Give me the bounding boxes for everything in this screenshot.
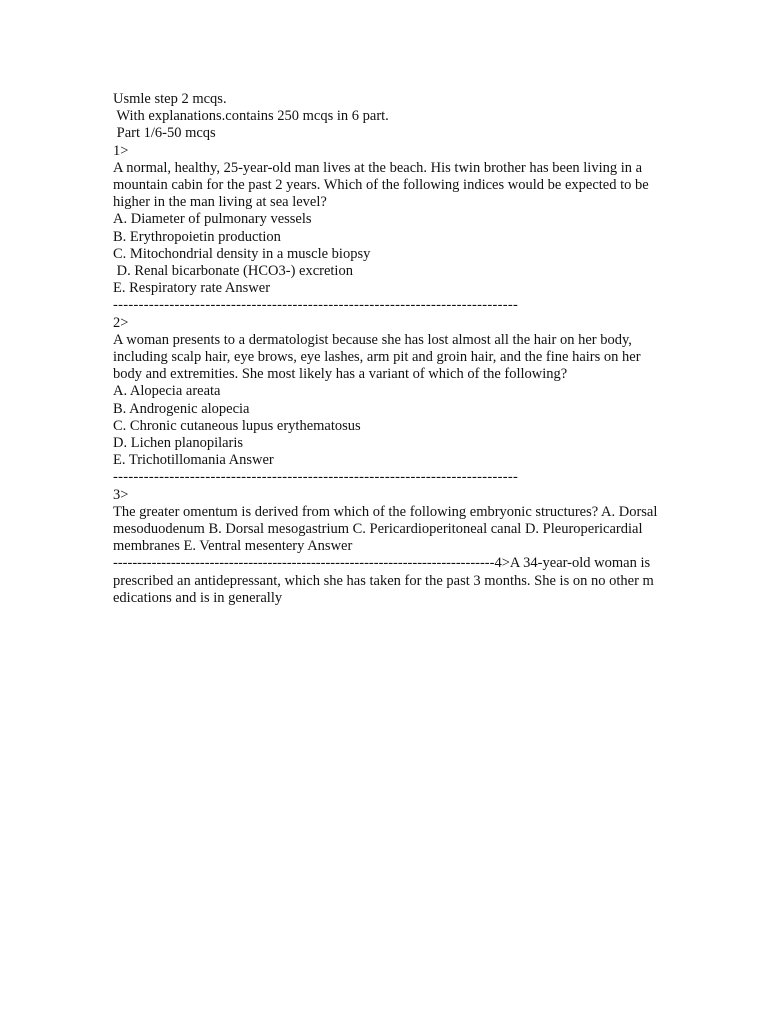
question-number: 1>	[113, 142, 129, 159]
option-e: E. Trichotillomania Answer	[113, 452, 274, 469]
question-number: 3>	[113, 486, 129, 503]
option-c: C. Chronic cutaneous lupus erythematosus	[113, 417, 361, 434]
question-stem: A woman presents to a dermatologist because she has lost almost all the hair on her body, including scalp hair, eye brows, eye lashes, arm pit and groin hair, and the fine hairs on her body and extremities. She most likely has a variant of which of the following?	[113, 331, 641, 383]
option-c: C. Mitochondrial density in a muscle biopsy	[113, 245, 371, 262]
option-a: A. Diameter of pulmonary vessels	[113, 211, 312, 228]
question-stem: A normal, healthy, 25-year-old man lives at the beach. His twin brother has been living in a mountain cabin for the past 2 years. Which of the following indices would be expected to be higher in the man living at sea level?	[113, 159, 649, 211]
question-stem: The greater omentum is derived from which of the following embryonic structures? A. Dorsal mesoduodenum B. Dorsal mesogastrium C. Pericardioperitoneal canal D. Pleuropericardial membranes E. Ventral mesentery Answer	[113, 503, 658, 555]
option-b: B. Erythropoietin production	[113, 228, 281, 245]
doc-title: Usmle step 2 mcqs.	[113, 91, 227, 107]
question-2	[113, 315, 658, 470]
option-a: A. Alopecia areata	[113, 383, 221, 400]
doc-part: Part 1/6-50 mcqs	[113, 125, 216, 142]
question-number: 2>	[113, 314, 129, 331]
separator-line: -------------------------------------------------------------------------------	[113, 469, 519, 486]
doc-subtitle: With explanations.contains 250 mcqs in 6 part.	[113, 108, 389, 125]
option-b: B. Androgenic alopecia	[113, 400, 250, 417]
question-3	[113, 487, 658, 556]
trailing-text: -------------------------------------------------------------------------------4>A 34-year-old woman is prescribed an antidepressant, which she has taken for the past 3 months. She is on no other medications and is in generally	[113, 555, 654, 606]
document-page	[113, 91, 658, 607]
separator-line: -------------------------------------------------------------------------------	[113, 297, 519, 314]
option-d: D. Renal bicarbonate (HCO3-) excretion	[113, 263, 353, 280]
option-d: D. Lichen planopilaris	[113, 435, 244, 452]
question-1	[113, 143, 658, 298]
option-e: E. Respiratory rate Answer	[113, 280, 271, 297]
